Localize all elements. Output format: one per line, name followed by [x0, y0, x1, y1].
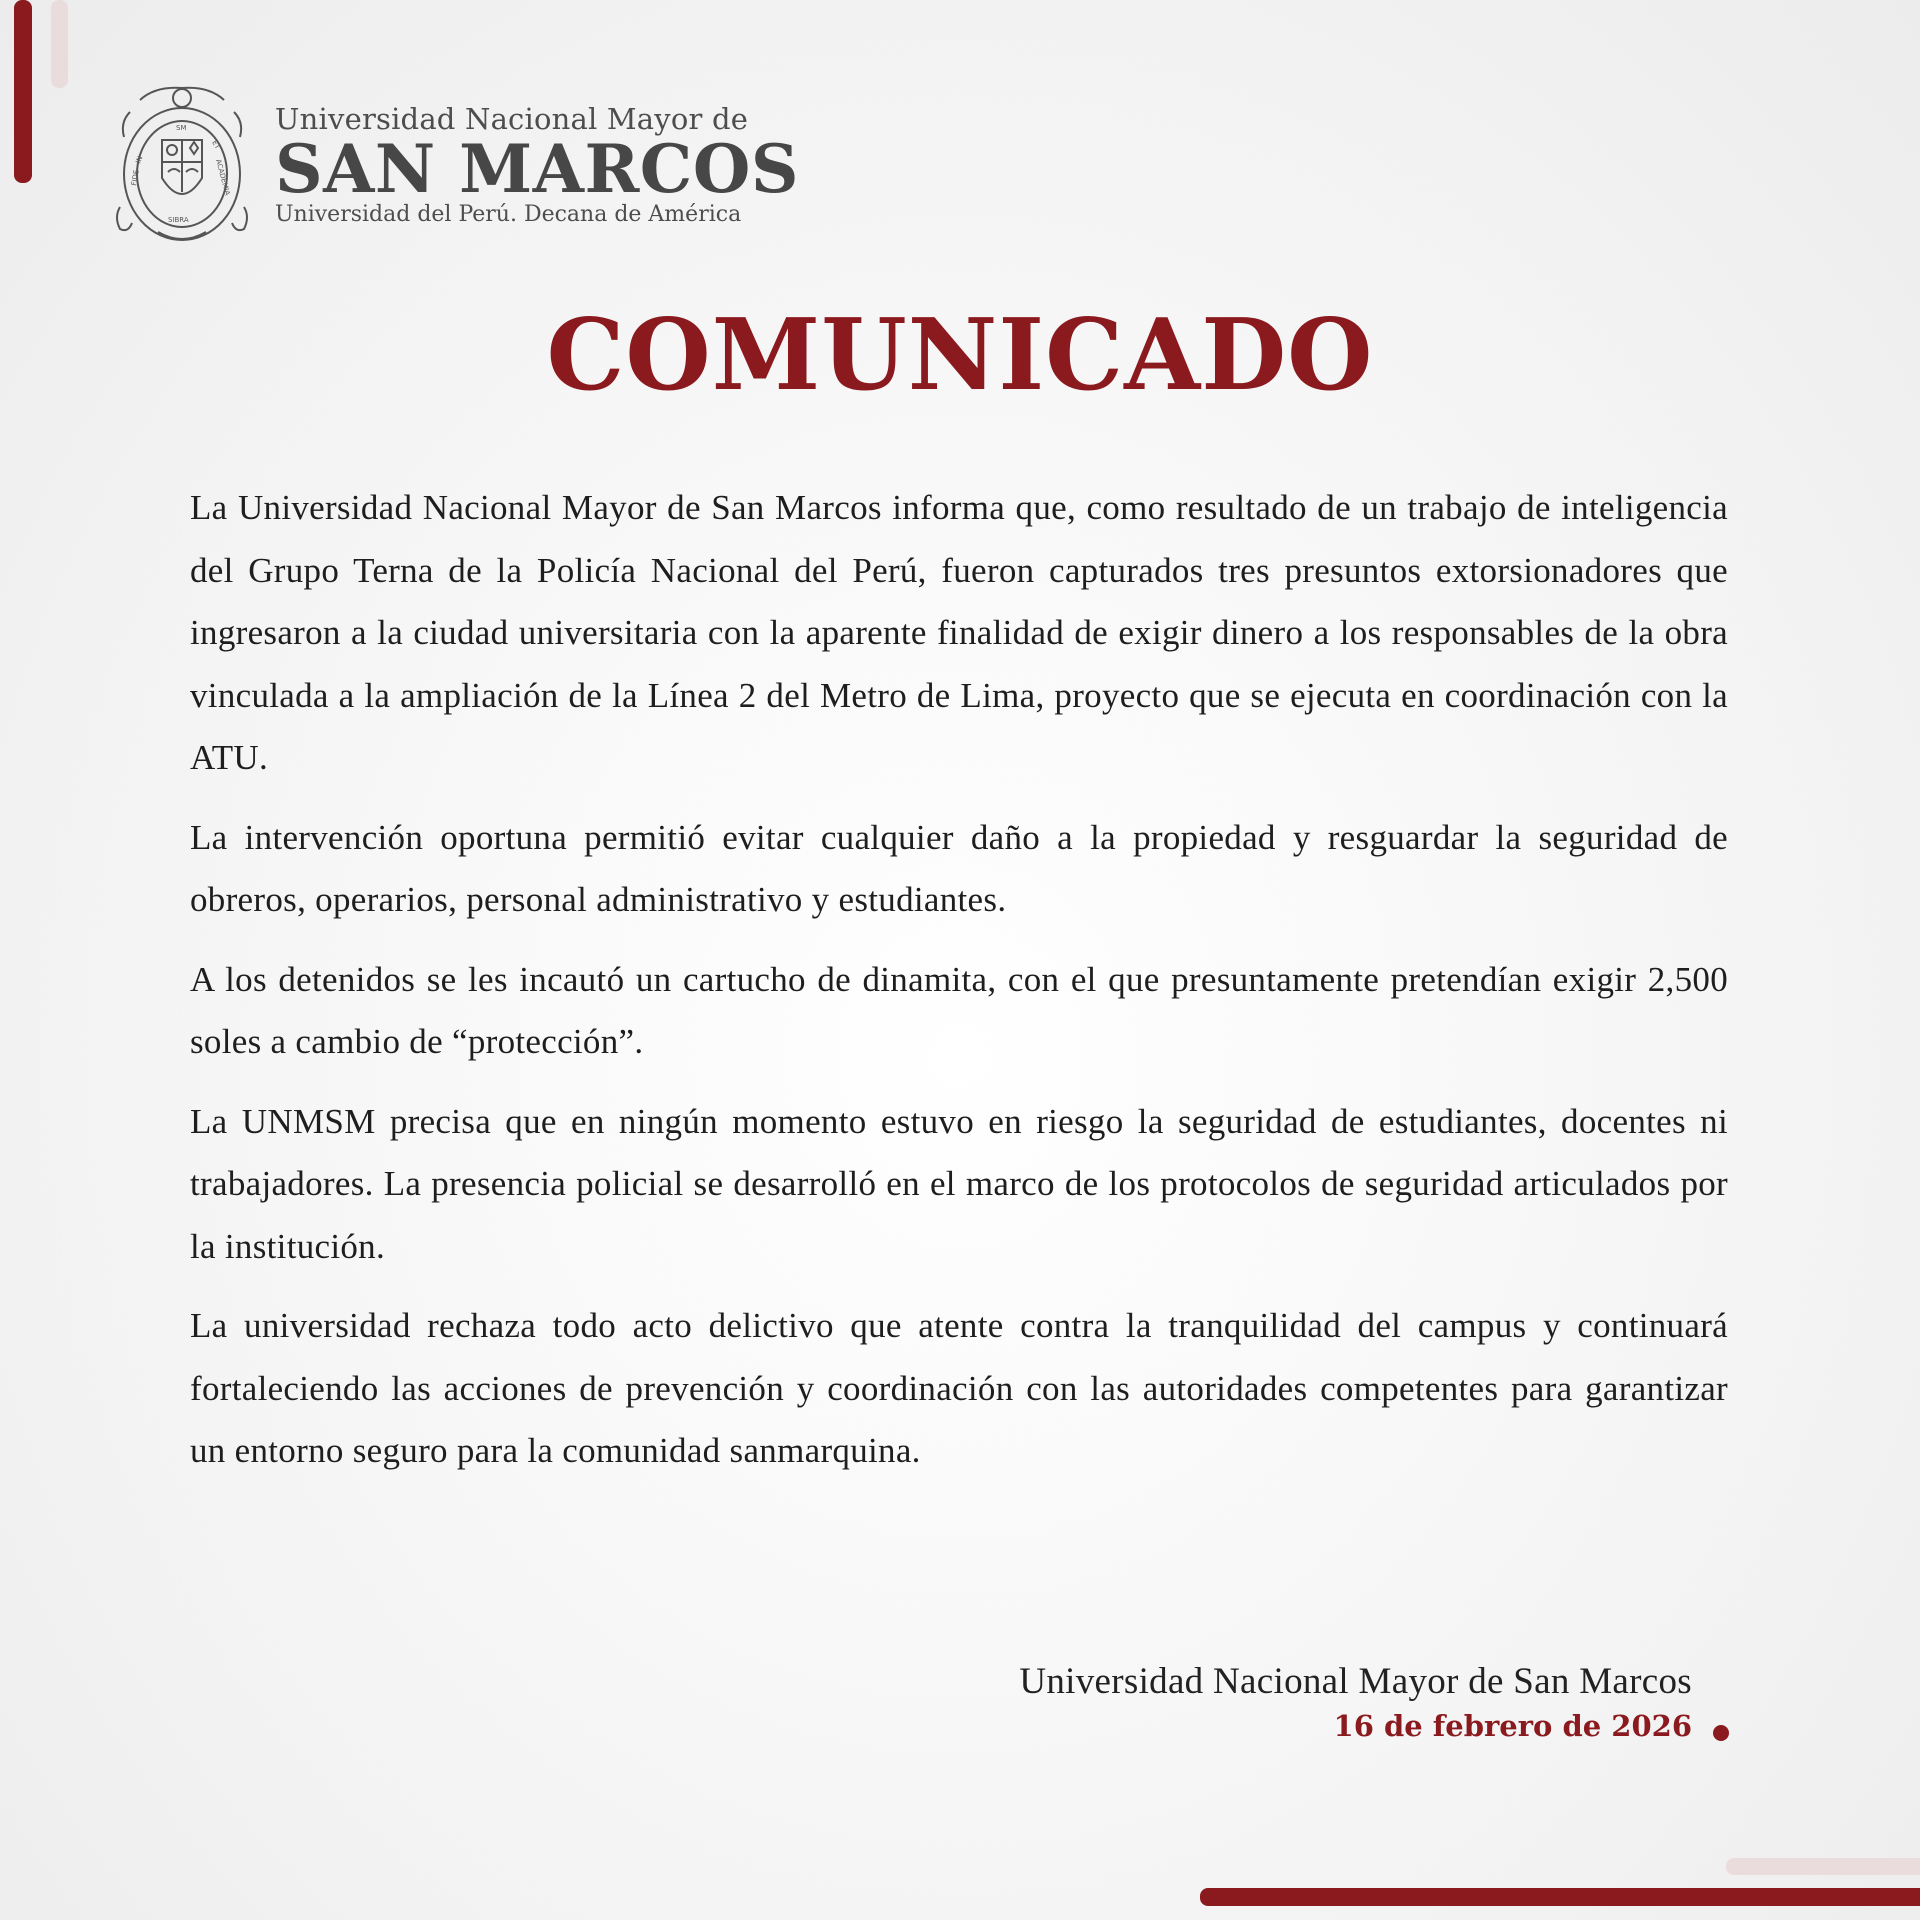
- footer-accent-bar: [1200, 1888, 1920, 1906]
- date-bullet-dot: [1713, 1725, 1729, 1741]
- seal-text: ET: [210, 139, 222, 151]
- university-wordmark: [275, 101, 799, 228]
- body-paragraph: A los detenidos se les incautó un cartucho de dinamita, con el que presuntamente pretendían exigir 2,500 soles a cambio de “protección”.: [190, 959, 1728, 1061]
- signature-date: 16 de febrero de 2026: [1333, 1709, 1692, 1743]
- communique-body: [190, 477, 1728, 1500]
- wordmark-line-2: SAN MARCOS: [275, 129, 799, 208]
- signature-name: Universidad Nacional Mayor de San Marcos: [1019, 1661, 1692, 1702]
- seal-text: SIBRA: [168, 216, 189, 224]
- page-title: COMUNICADO: [546, 298, 1374, 413]
- signature-block: [1019, 1660, 1692, 1743]
- seal-text: SM: [176, 124, 187, 132]
- seal-text: ACADEMIA: [214, 158, 232, 197]
- wordmark-tagline: Universidad del Perú. Decana de América: [275, 201, 742, 227]
- university-seal-icon: [110, 82, 255, 250]
- body-paragraph: La universidad rechaza todo acto delictivo que atente contra la tranquilidad del campus y continuará fortaleciendo las acciones de prevención y coordinación con las autoridades competentes para garantizar un entorno seguro para la comunidad sanmarquina.: [190, 1306, 1728, 1470]
- university-header: [110, 82, 799, 250]
- body-paragraph: La intervención oportuna permitió evitar cualquier daño a la propiedad y resguardar la seguridad de obreros, operarios, personal administrativo y estudiantes.: [190, 817, 1728, 919]
- corner-accent-bar: [14, 0, 32, 183]
- body-paragraph: La Universidad Nacional Mayor de San Marcos informa que, como resultado de un trabajo de inteligencia del Grupo Terna de la Policía Nacional del Perú, fueron capturados tres presuntos extorsionadores que ingresaron a la ciudad universitaria con la aparente finalidad de exigir dinero a los responsables de la obra vinculada a la ampliación de la Línea 2 del Metro de Lima, proyecto que se ejecuta en coordinación con la ATU.: [190, 488, 1728, 777]
- body-paragraph: La UNMSM precisa que en ningún momento estuvo en riesgo la seguridad de estudiantes, docentes ni trabajadores. La presencia policial se desarrolló en el marco de los protocolos de seguridad articulados por la institución.: [190, 1101, 1728, 1266]
- footer-accent-bar-light: [1726, 1858, 1920, 1875]
- seal-text: FIDE: [130, 169, 141, 187]
- wordmark-line-1: Universidad Nacional Mayor de: [275, 101, 749, 136]
- corner-accent-bar-light: [51, 0, 68, 88]
- seal-text: IN: [134, 155, 145, 165]
